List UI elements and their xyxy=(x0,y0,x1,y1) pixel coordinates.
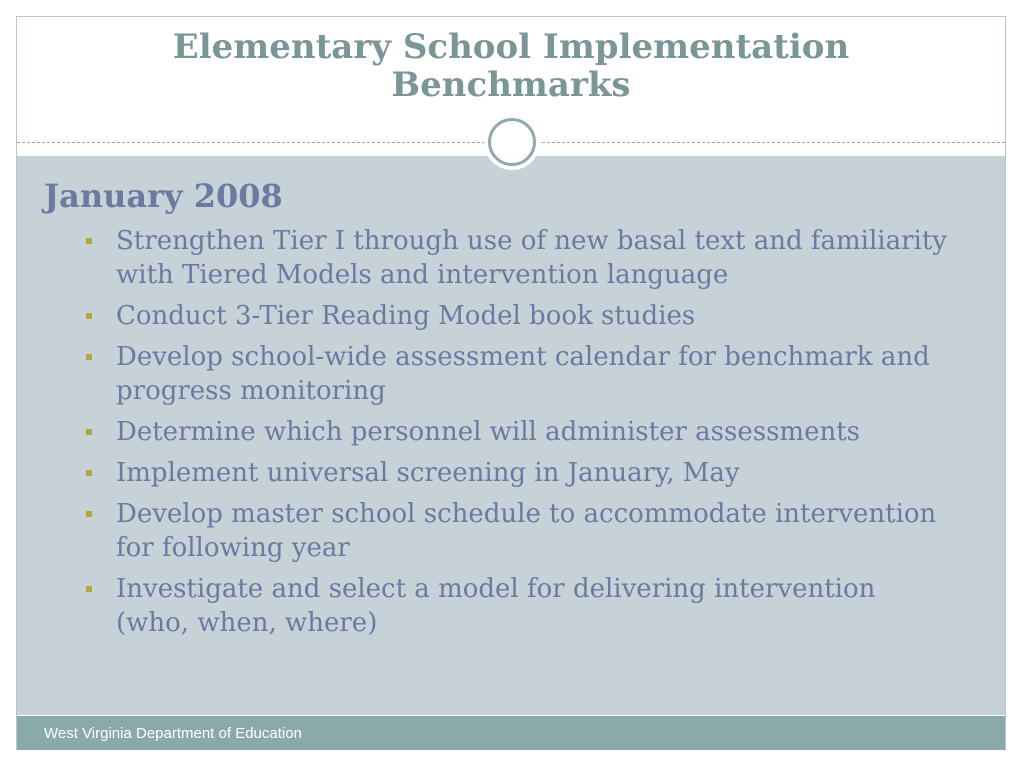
section-heading: January 2008 xyxy=(44,177,283,215)
bullet-text-line2: with Tiered Models and intervention language xyxy=(116,260,729,290)
square-bullet-icon xyxy=(86,238,92,244)
footer-text: West Virginia Department of Education xyxy=(44,725,302,742)
bullet-item xyxy=(84,299,984,333)
bullet-text-line1: Strengthen Tier I through use of new basal text and familiarity xyxy=(116,226,947,256)
square-bullet-icon xyxy=(86,313,92,319)
bullet-text-line1: Implement universal screening in January, May xyxy=(116,458,740,488)
bullet-text-line1: Develop school-wide assessment calendar for benchmark and xyxy=(116,342,930,372)
square-bullet-icon xyxy=(86,354,92,360)
bullet-text-line1: Conduct 3-Tier Reading Model book studies xyxy=(116,301,696,331)
bullet-item xyxy=(84,572,984,640)
bullet-item xyxy=(84,224,984,292)
slide-footer xyxy=(17,716,1005,750)
bullet-text-line1: Develop master school schedule to accommodate intervention xyxy=(116,499,937,529)
bullet-text-line1: Investigate and select a model for delivering intervention xyxy=(116,574,876,604)
bullet-list xyxy=(84,224,984,647)
bullet-item xyxy=(84,340,984,408)
bullet-text-line1: Determine which personnel will administer assessments xyxy=(116,417,861,447)
square-bullet-icon xyxy=(86,429,92,435)
bullet-text-line2: (who, when, where) xyxy=(116,608,378,638)
square-bullet-icon xyxy=(86,470,92,476)
bullet-text-line2: progress monitoring xyxy=(116,376,386,406)
bullet-text-line2: for following year xyxy=(116,533,350,563)
divider-ring-icon xyxy=(488,118,536,166)
bullet-item xyxy=(84,415,984,449)
bullet-item xyxy=(84,456,984,490)
square-bullet-icon xyxy=(86,586,92,592)
square-bullet-icon xyxy=(86,511,92,517)
slide-title-line2: Benchmarks xyxy=(391,65,631,105)
slide-title-line1: Elementary School Implementation xyxy=(172,27,850,67)
slide-title xyxy=(16,28,1006,104)
bullet-item xyxy=(84,497,984,565)
